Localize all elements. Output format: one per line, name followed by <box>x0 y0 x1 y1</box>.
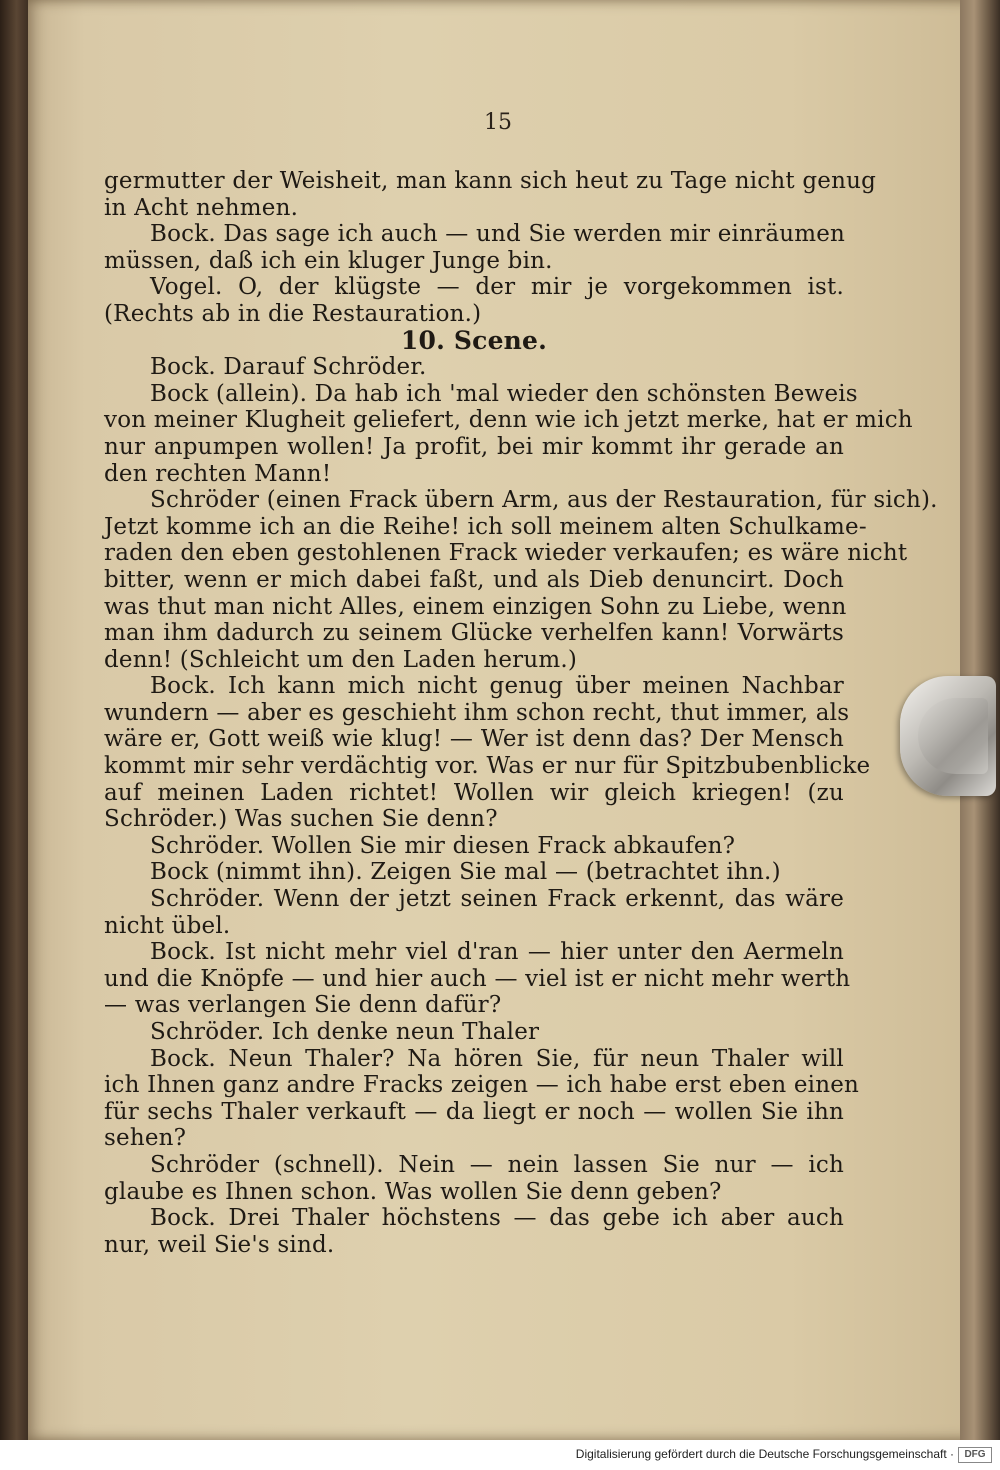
text-line: Jetzt komme ich an die Reihe! ich soll meinem alten Schulkame- <box>104 513 867 540</box>
text-line: Schröder.) Was suchen Sie denn? <box>104 806 498 833</box>
text-line: nur anpumpen wollen! Ja profit, bei mir kommt ihr gerade an <box>104 433 844 460</box>
text-line: denn! (Schleicht um den Laden herum.) <box>104 646 578 673</box>
text-line: Schröder (einen Frack übern Arm, aus der Restauration, für sich). <box>150 487 938 514</box>
text-line: wundern — aber es geschieht ihm schon recht, thut immer, als <box>104 699 850 726</box>
text-line: Bock. Darauf Schröder. <box>150 354 427 381</box>
text-line: ich Ihnen ganz andre Fracks zeigen — ich habe erst eben einen <box>104 1072 860 1099</box>
text-line: nur, weil Sie's sind. <box>104 1231 335 1258</box>
text-line: auf meinen Laden richtet! Wollen wir gleich kriegen! (zu <box>104 779 844 806</box>
text-line: Schröder. Ich denke neun Thaler <box>150 1019 540 1045</box>
text-line: für sechs Thaler verkauft — da liegt er noch — wollen Sie ihn <box>104 1098 844 1125</box>
page-number: 15 <box>484 110 512 135</box>
text-line: den rechten Mann! <box>104 460 332 487</box>
text-line: 10. Scene. <box>400 325 548 355</box>
text-line: Vogel. O, der klügste — der mir je vorgekommen ist. <box>150 274 844 301</box>
text-line: (Rechts ab in die Restauration.) <box>104 300 482 327</box>
book-page <box>28 0 976 1440</box>
text-line: bitter, wenn er mich dabei faßt, und als Dieb denuncirt. Doch <box>104 566 844 593</box>
text-line: nicht übel. <box>104 912 231 939</box>
text-line: Bock. Ist nicht mehr viel d'ran — hier unter den Aermeln <box>150 939 844 966</box>
text-line: was thut man nicht Alles, einem einzigen Sohn zu Liebe, wenn <box>104 593 847 620</box>
page-body-text <box>104 168 938 1258</box>
text-line: kommt mir sehr verdächtig vor. Was er nur für Spitzbubenblicke <box>104 753 871 780</box>
text-line: von meiner Klugheit geliefert, denn wie ich jetzt merke, hat er mich <box>104 407 913 434</box>
text-line: wäre er, Gott weiß wie klug! — Wer ist denn das? Der Mensch <box>104 726 844 753</box>
text-line: man ihm dadurch zu seinem Glücke verhelfen kann! Vorwärts <box>104 620 844 647</box>
paper-clip-inner <box>918 698 988 774</box>
text-line: sehen? <box>104 1125 187 1152</box>
text-line: und die Knöpfe — und hier auch — viel ist er nicht mehr werth <box>104 965 851 992</box>
footer-bar <box>0 1440 1000 1470</box>
text-line: Bock. Neun Thaler? Na hören Sie, für neun Thaler will <box>150 1045 844 1072</box>
text-line: Schröder. Wenn der jetzt seinen Frack erkennt, das wäre <box>150 886 844 913</box>
text-line: Bock (nimmt ihn). Zeigen Sie mal — (betrachtet ihn.) <box>150 859 781 886</box>
text-line: Bock. Das sage ich auch — und Sie werden mir einräumen <box>150 221 846 248</box>
text-line: Bock. Drei Thaler höchstens — das gebe ich aber auch <box>150 1205 844 1232</box>
book-spine-left <box>0 0 30 1440</box>
text-line: in Acht nehmen. <box>104 194 299 221</box>
text-line: müssen, daß ich ein kluger Junge bin. <box>104 247 553 274</box>
dfg-logo-icon: DFG <box>958 1447 992 1463</box>
text-line: germutter der Weisheit, man kann sich heut zu Tage nicht genug <box>104 168 877 194</box>
text-line: glaube es Ihnen schon. Was wollen Sie denn geben? <box>104 1178 722 1205</box>
text-line: Bock. Ich kann mich nicht genug über meinen Nachbar <box>150 673 844 700</box>
footer-credit: Digitalisierung gefördert durch die Deutsche Forschungsgemeinschaft · <box>575 1447 954 1461</box>
text-line: Schröder. Wollen Sie mir diesen Frack abkaufen? <box>150 832 736 859</box>
text-line: Bock (allein). Da hab ich 'mal wieder den schönsten Beweis <box>150 380 858 407</box>
text-line: Schröder (schnell). Nein — nein lassen Sie nur — ich <box>150 1151 844 1178</box>
paper-clip-icon <box>900 676 996 796</box>
text-line: — was verlangen Sie denn dafür? <box>104 992 502 1019</box>
text-line: raden den eben gestohlenen Frack wieder verkaufen; es wäre nicht <box>104 540 908 567</box>
